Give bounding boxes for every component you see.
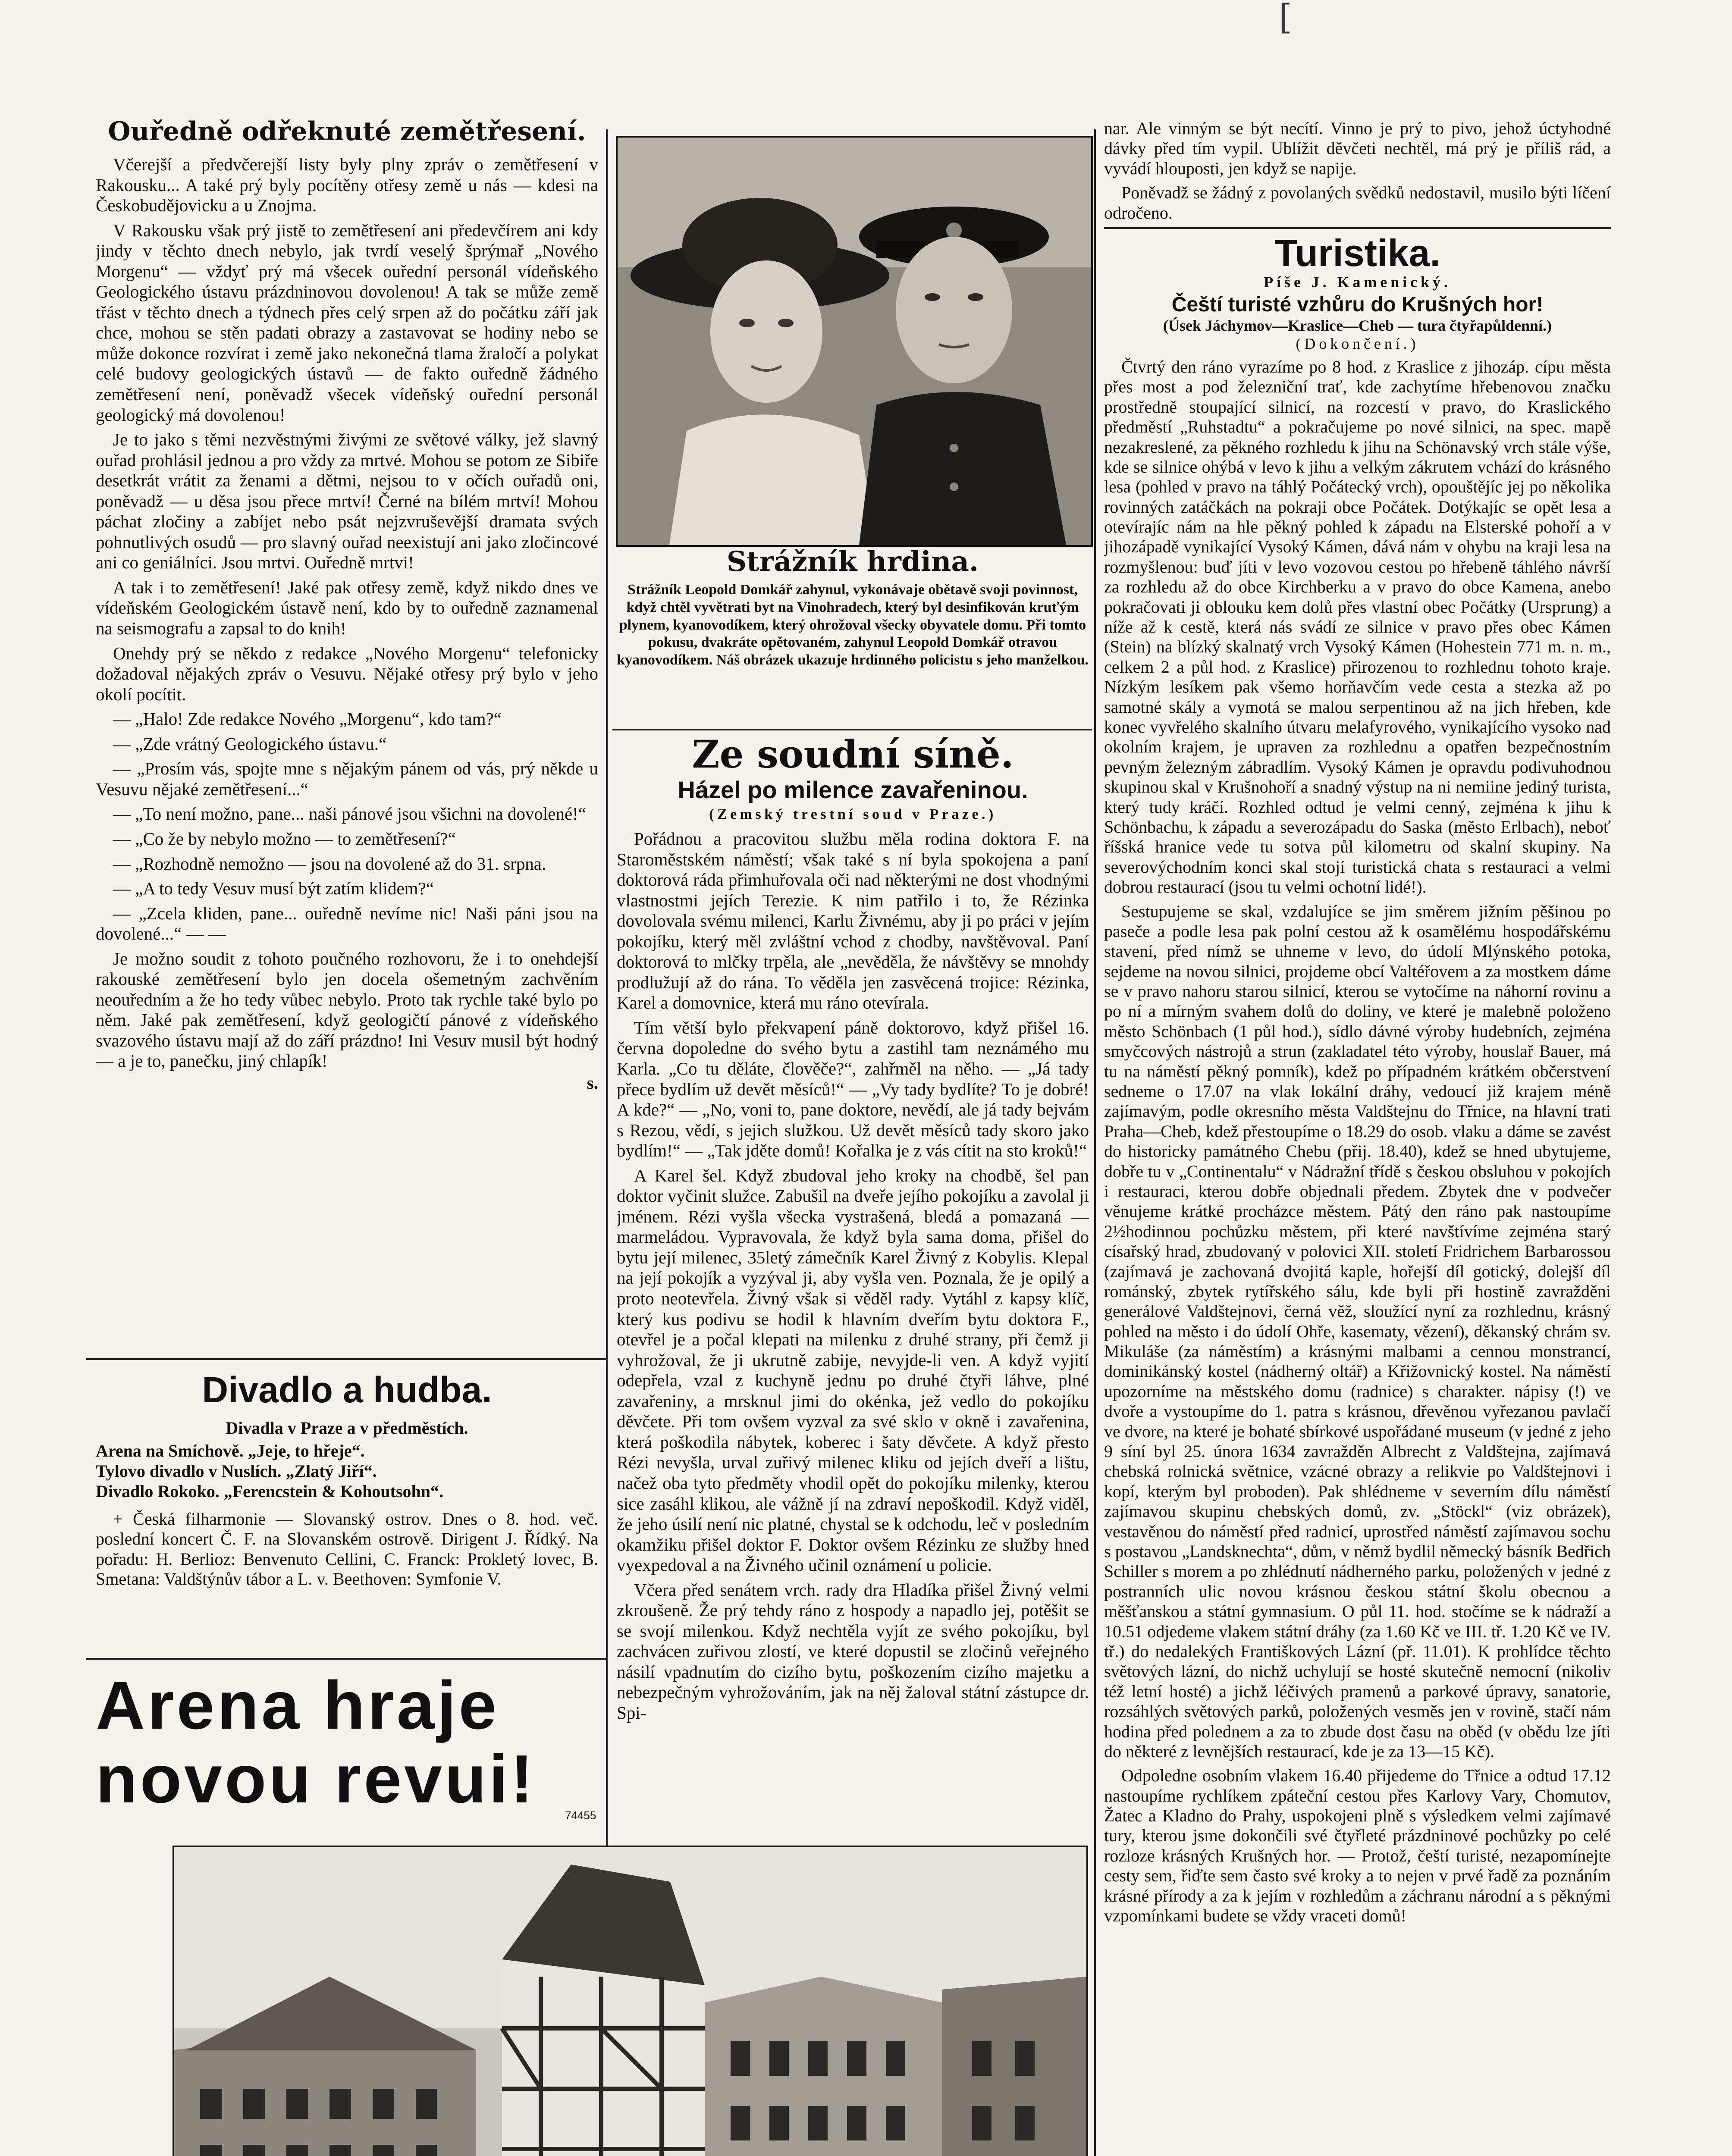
tourism-article-body [1104,357,1611,1926]
quake-paragraph: — „Co že by nebylo možno — to zemětřesení?“ [113,828,456,849]
court-paragraph: Včera před senátem vrch. rady dra Hladíka přišel Živný velmi zkroušeně. Že prý tehdy ráno z hospody a napadlo jej, potěšit se se svojí milenkou. Když nechtěla vyjít ze svého pokojíku, byl zachvácen zuřivou zlostí, ve které dopustil se zločinů veřejného násilí vpadnutím do cizího bytu, poškozením cizího majetku a nebezpečným vyhrožováním, jak na něj žaloval státní zástupce dr. Spi- [617,1579,1089,1723]
tourism-paragraph: Čtvrtý den ráno vyrazíme po 8 hod. z Kraslice z jihozáp. cípu města přes most a pod železniční trať, kde zachytíme hřebenovou značku prostředně stoupající silnicí, na rozcestí v pravo, do Kraslického předměstí „Ruhstadtu“ a pokračujeme po nové silnici, na spec. mapě nezakreslené, za pěkného rozhledu k jihu na Schönavský vrch stále výše, kde se silnice ohýbá v levo k jihu a velkým zákrutem vchází do krásného lesa (pohled v pravo na táhlý Počátecký vrch), opouštějíc jej po několika rovinných zatáčkách na pokraji obce Počátek. Dotýkajíc se opět lesa a otevírajíc nám na hle pěkný pohled k západu na Elsterské pohoří a v jihozápadě vynikající Vysoký Kámen, dává nám v ohybu na kraji lesa na rozmyšlenou: buď jíti v levo vozovou cestou po hřebeně táhlého návrší za rozhledu až do obce Kirchberku a v pravo do obce Kamena, anebo pokračovati ji oblouku kem dolů přes vlastní obec Počátky (Ursprung) a níže až k cestě, která nás svádí ze silnice v pravo přes obec Kámen (Stein) na blízký skalnatý vrch Vysoký Kámen (Hohestein 771 m. n. m., celkem 2 a půl hod. z Kraslice) přirozenou to rozhlednu tohoto kraje. Nízkým lesíkem pak všemo horňavčím vede cesta a stezka až po samotné skály a vymotá se malou serpentinou až na jich hřeben, kde konec vyvřelého skalního útvaru melafyrového, vynikajícího vysoko nad okolním krajem, je upraven za rozhlednu a opatřen bezpečnostním pevným železným zábradlím. Vysoký Kámen je opravdu podivuhodnou skupinou skal v Krušnohoří a snadný výstup na ni nemiine jediný turista, který tudy kráčí. Rozhled odtud je velmi cenný, zejména k jihu k Schönbachu, k západu a severozápadu do Saska (město Erlbach), neboť říšská hranice vede tu sotva půl kilometru od skalní skupiny. Na severovýchodním konci skal stojí turistická chata s restauraci a velmi dobrou restaurací (jsou tu velmi ochotní lidé!). [1104,357,1611,897]
tourism-route: (Úsek Jáchymov—Kraslice—Cheb — tura čtyřapůldenní.) [1163,317,1552,334]
quake-article-body [96,154,598,1072]
theatre-listing-line: Arena na Smíchově. „Jeje, to hřeje“. [96,1441,365,1460]
cheb-photo-illustration [174,1847,1086,2156]
quake-paragraph: Včerejší a předvčerejší listy byly plny zpráv o zemětřesení v Rakousku... A také prý byly pocítěny otřesy země u nás — kdesi na Českobudějovicku a u Znojma. [96,154,598,216]
quake-paragraph: — „Zcela kliden, pane... ouředně nevíme nic! Naši páni jsou na dovolené...“ — — [96,903,598,944]
court-title: Ze soudní síně. [692,735,1014,777]
guard-caption-block [616,545,1089,727]
tourism-divider [1104,227,1611,229]
theatre-listing-line: Tylovo divadlo v Nuslích. „Zlatý Jiří“. [96,1461,377,1481]
court-source: (Zemský trestní soud v Praze.) [709,806,997,822]
quake-paragraph: Onehdy prý se někdo z redakce „Nového Morgenu“ telefonicky dožadoval nějakých zpráv o Vesuvu. Nějaké otřesy prý bylo v jeho okolí pocítit. [96,643,598,704]
tourism-part: (Dokončení.) [1296,335,1419,352]
court-conclusion: Poněvadž se žádný z povolaných svědků nedostavil, musilo býti líčení odročeno. [1104,183,1611,222]
ad-number: 74455 [565,1809,596,1822]
theatre-title: Divadlo a hudba. [202,1369,492,1410]
right-column [1104,119,1611,2156]
philharmonie-notice: + Česká filharmonie — Slovanský ostrov. Dnes o 8. hod. več. poslední koncert Č. F. na Slovanském ostrově. Dirigent J. Řídký. Na pořadu: H. Berlioz: Benvenuto Cellini, C. Franck: Prokletý lovec, B. Smetana: Valdštýnův tábor a L. v. Beethoven: Symfonie V. [96,1509,598,1589]
guard-photo-illustration [618,138,1091,545]
court-paragraph: Pořádnou a pracovitou službu měla rodina doktora F. na Staroměstském náměstí; však také s ní byla spokojena a paní doktorová ráda přimhuřovala oči nad některými ne dost vhodnými vlastnostmi jejích Terezie. K nim patřilo i to, že Rézinka dovolovala svému milenci, Karlu Živnému, aby ji po práci v jejím pokojíku, který měl zvláštní vchod z chodby, navštěvoval. Paní doktorová to mlčky trpěla, ale „nevěděla, že návštěvy se mnohdy prodlužují až do rána. To věděla jen zasvěcená trojice: Rézinka, Karel a domovnice, která mu ráno otevírala. [617,829,1089,1013]
tourism-author: Píše J. Kamenický. [1264,273,1451,291]
tourism-paragraph: Odpoledne osobním vlakem 16.40 přijedeme do Třnice a odtud 17.12 nastoupíme rychlíkem zpáteční cestou přes Karlovy Vary, Chomutov, Žatec a Kladno do Prahy, uspokojeni plně s výsledkem velmi zajímavé tury, kterou jsme dokončili své čtyřleté prázdninové pochůzky po celé rozloze krásných Krušných hor. — Protož, čeští turisté, nezapomínejte cesty sem, řiďte sem často své kroky a to nejen v prvé řadě za poznáním krásné přírody a za k jejím v rozhledům a záchranu národní a s pěknými vzpomínkami budete se vždy vraceti domů! [1104,1766,1611,1926]
court-paragraph: Tím větší bylo překvapení páně doktorovo, když přišel 16. června dopoledne do svého bytu a zastihl tam neznámého mu Karla. „Co tu děláte, člověče?“, zahřměl na něho. — „Já tady přece bydlím už devět měsíců!“ — „Vy tady bydlíte? To je dobré! A kde?“ — „No, voni to, pane doktore, nevědí, ale já tady bejvám s Rezou, vědí, s jejich služkou. Už devět měsíců tady skoro jako bydlím!“ — „Tak jděte domů! Kořalka je z vás cítit na sto kroků!“ [617,1017,1089,1161]
tourism-subtitle: Čeští turisté vzhůru do Krušných hor! [1171,293,1544,316]
court-section [617,735,1089,1820]
guard-title: Strážník hrdina. [726,545,979,578]
quake-paragraph: A tak i to zemětřesení! Jaké pak otřesy země, když nikdo dnes ve vídeňském Geologickém ústavě není, kdo by to ouředně zaznamenal na seismografu a zapsal to do knih! [96,577,598,639]
tourism-title: Turistika. [1274,231,1440,274]
arena-advertisement [96,1669,579,1833]
quake-paragraph: — „Zde vrátný Geologického ústavu.“ [113,733,387,754]
left-column [96,116,598,1358]
quake-paragraph: Je to jako s těmi nezvěstnými živými ze světové války, jež slavný ouřad prohlásil jednou a pro vždy za mrtvé. Mohou se potom ze Sibiře desetkrát vrátit za ženami a dětmi, nejsou to v očích ouřadů oni, poněvadž — u děsa jsou přece mrtví! Černé na bílém mrtví! Mohou páchat zločiny a zabíjet nebo psát nejzvruševější dramata svých pohnutlivých osudů — pro slavný ouřad neexistují ani jako zločincové ani co geniálníci. Jsou mrtvi. Ouředně mrtvi! [96,429,598,573]
quake-paragraph: — „Rozhodně nemožno — jsou na dovolené až do 31. srpna. [113,853,546,874]
court-subtitle: Házel po milence zavařeninou. [678,776,1028,803]
court-continuation: nar. Ale vinným se být necítí. Vinno je prý to pivo, jehož úctyhodné dávky před tím vypil. Ublížit děvčeti nechtěl, má prý je příliš rád, a vyvádí hlouposti, jen když se napije. [1104,119,1611,178]
theatre-section [96,1369,598,1654]
court-article-body [617,829,1089,1724]
quake-paragraph: — „Halo! Zde redakce Nového „Morgenu“, kdo tam?“ [113,709,502,729]
column-divider-left [606,129,608,1846]
ad-top-divider [86,1658,606,1660]
quake-article-title: Ouředně odřeknuté zemětřesení. [108,116,586,147]
quake-article-signature: s. [587,1072,598,1093]
theatre-subtitle: Divadla v Praze a v předměstích. [226,1418,468,1438]
ad-slogan: Arena hraje novou revui! [96,1667,536,1817]
column-divider-right [1094,129,1096,2156]
theatre-listing-line: Divadlo Rokoko. „Ferencstein & Kohoutsohn“. [96,1482,444,1501]
quake-paragraph: Je možno soudit z tohoto poučného rozhovoru, že i to onehdejší rakouské zemětřesení bylo jen docela ošemetným zachvěním neouředním a že ho tedy vůbec nebylo. Proto tak rychle také bylo po něm. Jaké pak zemětřesení, když geologičtí pánové z vídeňského svazového ústavu mají až do září prázdno! Ini Vesuv musil být hodný — a je to, panečku, jiný chlapík! [96,948,598,1071]
cheb-square-photo [173,1846,1088,2156]
guard-couple-photo [616,136,1093,547]
quake-paragraph: — „To není možno, pane... naši pánové jsou všichni na dovolené!“ [113,804,587,824]
left-column-divider [86,1358,606,1360]
quake-paragraph: — „Prosím vás, spojte mne s nějakým pánem od vás, prý někde u Vesuvu nějaké zemětřesení...“ [96,758,598,799]
quake-paragraph: — „A to tedy Vesuv musí být zatím klidem?“ [113,878,434,899]
quake-paragraph: V Rakousku však prý jistě to zemětřesení ani předevčírem ani kdy jindy v těchto dnech nebylo, jak tvrdí veselý šprýmař „Nového Morgenu“ — vždyť prý má všecek ouřední personál vídeňského Geologického ústavu prázdninovou dovolenou! A tak se může země třást v těchto dnech a týdnech přes celý srpen až do počátku září jak chce, mohou se stěn padati obrazy a zastavovat se hodiny nebo se může dokonce rozvírat i země jako nekonečná tlama žraločí a polykat celé budovy geologických ústavů — de fakto ouředně žádného zemětřesení není, poněvadž všecek vídeňský ouřední personál geologický má dovolenou! [96,220,598,425]
court-paragraph: A Karel šel. Když zbudoval jeho kroky na chodbě, šel pan doktor vyčinit služce. Zabušil na dveře jejího pokojíku a zavolal ji jménem. Rézi vyšla všecka vystrašená, bledá a pomazaná — marmeládou. Vypravovala, že když byla sama doma, přišel do bytu její milenec, 35letý zámečník Karel Živný z Kobylis. Klepal na její pokojík a vyzýval ji, aby vyšla ven. Poznala, že je opilý a proto neotevřela. Živný však si věděl rady. Vytáhl z kapsy klíč, který kus podivu se hodil k hlavním dveřím bytu doktora F., otevřel je a počal klepati na milenku z druhé strany, při čemž ji vyhrožoval, že ji ukrutně zabije, nevyjde-li ven. A když vyjití odepřela, vzal z kuchyně jednu po druhé čtyři láhve, plné zavařeniny, a mrsknul jimi do okénka, jež vedlo do pokojíku děvčete. Při tom ovšem vyzval za své sklo v okně i zavařenina, která poškodila nábytek, koberec i šaty děvčete. A když přesto Rézi nevyšla, urval zuřivý milenec kliku od jejích dveří a lištu, načež oba tyto předměty vhodil opět do pokojíku milenky, kterou sice zasáhl klikou, ale vážně jí na zdraví nepoškodil. Když viděl, že jeho úsilí není nic platné, chystal se k odchodu, leč v posledním okamžiku přišel doktor F. Doktor ovšem Rézinku ze služby hned vyexpedoval a na Živného učinil oznámení u policie. [617,1165,1089,1575]
page-edge-mark: [ [1279,0,1293,37]
tourism-paragraph: Sestupujeme se skal, vzdalujíce se jim směrem jižním pěšinou po paseče a podle lesa pak polní cestou až k osamělému hospodářskému stavení, před nímž se uhneme v levo, do údolí Mlýnského potoka, sejdeme na novou silnici, projdeme obcí Valtéřovem a za mostkem dáme se v pravo nahoru starou silnicí, kterou se vytočíme na náhorní rovinu a po ní a mírným svahem dolů do doliny, ve které je malebně položeno město Schönbach (1 půl hod.), sídlo dávné výroby hudebních, zejména smyčcových nástrojů a strun (zakladatel této výroby, houslař Bauer, má tu na náměstí pěkný pomník), kdež po případném krátkém občerstvení sedneme o 17.07 na vlak lokální dráhy, vedoucí již krajem méně zajímavým, podle okresního města Valdštejnu do Třnice, na hlavní trati Praha—Cheb, kdež přestoupíme o 18.29 do osob. vlaku a dáme se zavést do historicky památného Chebu (přij. 18.40), kdež se hned ubytujeme, dobře tu v „Continentalu“ v Nádražní třídě s českou obsluhou v pokojích i restauraci, kterou dobře objednali předem. Zbytek dne v podvečer věnujeme krátké procházce městem. Pátý den ráno pak nastoupíme 2½hodinnou pochůzku městem, při které navštívíme zejména starý císařský hrad, zbudovaný v polovici XII. století Fridrichem Barbarossou (zajímavá je zachovaná dvojitá kaple, hořejší díl gotický, dolejší díl románský, zbytek rytířského sálu, kde byli při hostině zavražděni generálové Valdštejnovi, černá věž, sloužící nyní za rozhlednu, krásný pohled na město i do údolí Ohře, kasematy, vězení), děkanský chrám sv. Mikuláše (za náměstím) a krásnými malbami a cennou monstrancí, dominikánský kostel (nádherný oltář) a Křižovnický kostel. Na náměstí upozorníme na městského domu (radnice) s charakter. nápisy (!) ve dvoře a vystoupíme do 1. patra s krásnou, dřevěnou vyřezanou pavlačí ve dvore, na které je bohaté sbírkové uspořádané museum (v jedné z jeho 9 síní byl 25. února 1634 zavražděn Albrecht z Valdštejna, zajímavá chebská rolnická světnice, vzácné obrazy a relikvie po Valdštejnovi i kopí, kterým byl proboden). Pak shlédneme v severním dílu náměstí zajímavou skupinu chebských domů, zv. „Stöckl“ (viz obrázek), vestavěnou do náměstí před radnicí, uprostřed náměstí zajímavou sochu s postavou „Landsknechta“, dům, v němž bydlil německý básník Bedřich Schiller s morem a po zhlédnutí nádherného parku, položených v jedné z postranních ulic novou krásnou českou státní školu obecnou a měšťanskou a státní gymnasium. O půl 11. hod. stočíme se k nádraží a 10.51 odjedeme vlakem státní dráhy (za 1.60 Kč ve III. tř. 1.20 Kč ve IV. tř.) do nedalekých Františkových Lázní (př. 11.01). K prohlídce těchto světových lázní, do nichž uchylují se hosté skutečně nemocní (nikoliv též letní hosté) a jichž léčivých pramenů a parkové úpravy, sanatorie, rozsáhlých světových parků, položených vesměs jen v rovině, stačí nám hodina před polednem a za to zbude dost času na oběd (v obědu lze jíti do některé z levnějších restaurací, kde je za 13—15 Kč). [1104,901,1611,1761]
theatre-listing [96,1441,598,1501]
guard-caption: Strážník Leopold Domkář zahynul, vykonávaje obětavě svoji povinnost, když chtěl vyvětrati byt na Vinohradech, který byl desinfikován kruťým plynem, kyanovodíkem, který ohrožoval všecky obyvatele domu. Při tomto pokusu, dvakráte opětovaném, zahynul Leopold Domkář otravou kyanovodíkem. Náš obrázek ukazuje hrdinného policistu s jeho manželkou. [617,582,1089,668]
middle-divider-top [612,729,1092,730]
